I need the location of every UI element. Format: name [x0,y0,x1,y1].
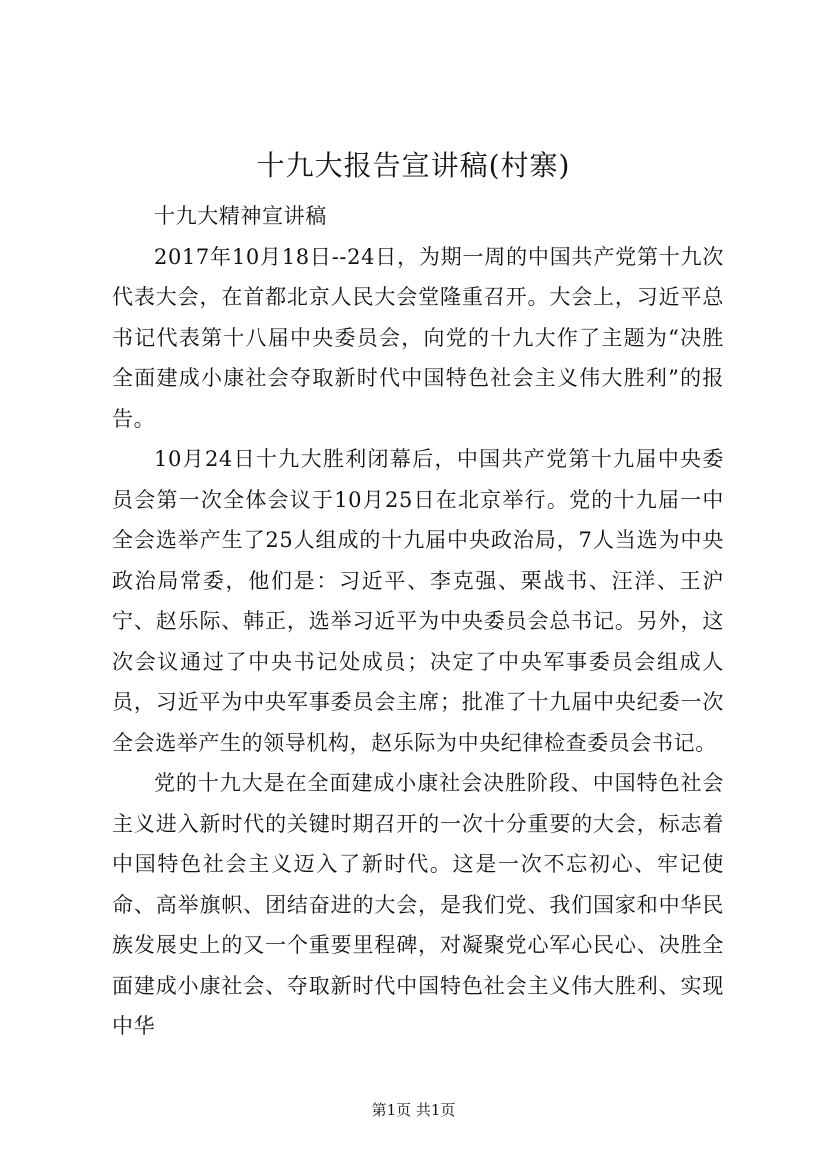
paragraph-subtitle: 十九大精神宣讲稿 [154,204,327,228]
page-footer: 第1页 共1页 [371,1101,456,1119]
document-body [112,196,724,1047]
document-title: 十九大报告宣讲稿(村寨) [256,149,571,182]
paragraph-congress-dates: 2017年10月18日--24日，为期一周的中国共产党第十九次代表大会，在首都北京人民大会堂隆重召开。大会上，习近平总书记代表第十八届中央委员会，向党的十九大作了主题为“决胜全面建成小康社会夺取新时代中国特色社会主义伟大胜利”的报告。 [112,244,724,431]
paragraph-plenary-session: 10月24日十九大胜利闭幕后，中国共产党第十九届中央委员会第一次全体会议于10月25日在北京举行。党的十九届一中全会选举产生了25人组成的十九届中央政治局，7人当选为中央政治局常委，他们是：习近平、李克强、栗战书、汪洋、王沪宁、赵乐际、韩正，选举习近平为中央委员会总书记。另外，这次会议通过了中央书记处成员；决定了中央军事委员会组成人员，习近平为中央军事委员会主席；批准了十九届中央纪委一次全会选举产生的领导机构，赵乐际为中央纪律检查委员会书记。 [112,447,724,755]
paragraph-significance: 党的十九大是在全面建成小康社会决胜阶段、中国特色社会主义进入新时代的关键时期召开的一次十分重要的大会，标志着中国特色社会主义迈入了新时代。这是一次不忘初心、牢记使命、高举旗帜、团结奋进的大会，是我们党、我们国家和中华民族发展史上的又一个重要里程碑，对凝聚党心军心民心、决胜全面建成小康社会、夺取新时代中国特色社会主义伟大胜利、实现中华 [112,771,724,1038]
